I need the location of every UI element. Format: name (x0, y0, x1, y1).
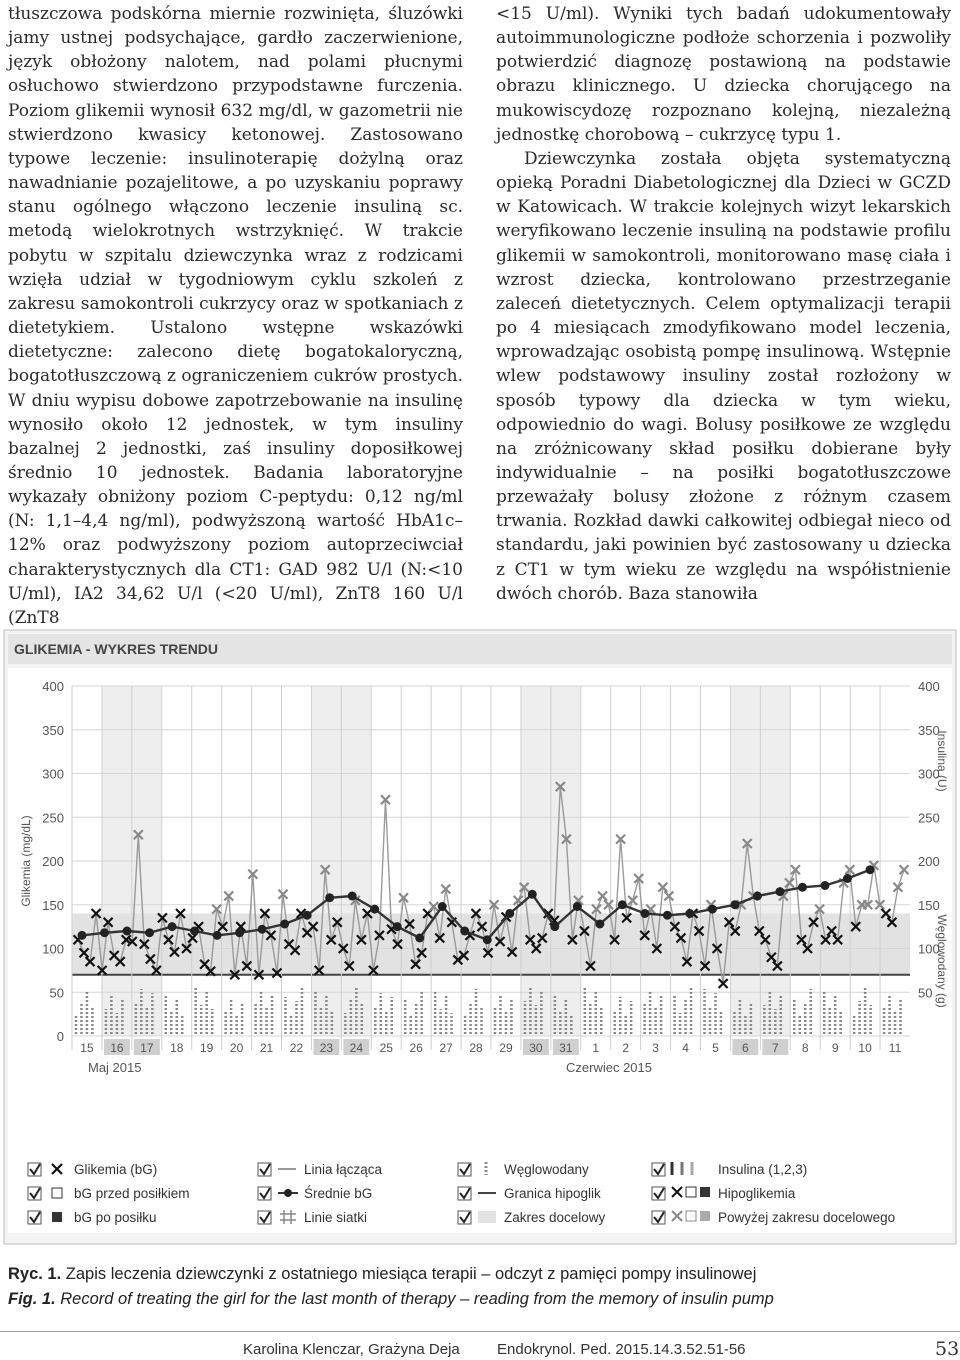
y-tick-label: 50 (49, 985, 64, 1001)
average-bg-point (213, 931, 222, 940)
y-right-tick-label: 150 (918, 897, 940, 913)
legend-label: bG przed posiłkiem (74, 1186, 190, 1201)
average-bg-point (820, 881, 829, 890)
hypo-filled-icon (700, 1187, 710, 1197)
caption-label: Fig. 1. (8, 1290, 56, 1308)
average-bg-point (843, 874, 852, 883)
article-paragraph: <15 U/ml). Wyniki tych badań udokumentowały autoimmunologiczne podłoże schorzenia i pozwoliły potwierdzić diagnozę postawioną na podstawie obrazu klinicznego. U dziecka chorującego na mukowiscydozę rozpoznano kolejną, niezależną jednostkę chorobową – cukrzycę typu 1. (496, 4, 951, 145)
x-tick-label: 24 (349, 1041, 364, 1055)
average-bg-point (505, 909, 514, 918)
average-bg-point (348, 892, 357, 901)
y-right-tick-label: 100 (918, 941, 940, 957)
legend-label: Powyżej zakresu docelowego (718, 1210, 896, 1225)
y-right-tick-label: 400 (918, 679, 940, 694)
x-tick-label: 1 (592, 1041, 600, 1055)
x-tick-label: 17 (140, 1041, 154, 1055)
glycemia-trend-figure (0, 626, 960, 1248)
average-bg-point (685, 909, 694, 918)
x-tick-label: 18 (170, 1041, 184, 1055)
average-bg-point (325, 893, 334, 902)
post-meal-icon (52, 1212, 62, 1222)
legend-label: Zakres docelowy (504, 1210, 606, 1225)
y-tick-label: 400 (42, 679, 64, 694)
x-tick-label: 21 (259, 1041, 274, 1055)
average-bg-point (258, 925, 267, 934)
average-bg-point (483, 935, 492, 944)
legend-label: Linie siatki (304, 1210, 368, 1225)
average-dot-icon (284, 1189, 292, 1197)
footer-journal: Endokrynol. Ped. 2015.14.3.52.51-56 (497, 1341, 746, 1358)
average-bg-point (640, 909, 649, 918)
y-tick-label: 200 (42, 854, 64, 869)
article-paragraph: Dziewczynka została objęta systematyczną opieką Poradni Diabetologicznej dla Dzieci w GCZD w Katowicach. W trakcie kolejnych wizyt lekarskich weryfikowano leczenie insuliną na podstawie profilu glikemii w samokontroli, monitorowano masę ciała i wzrost dziecka, kontrolowano przestrzeganie zaleceń dietetycznych. Celem optymalizacji terapii po 4 miesiącach zmodyfikowano model leczenia, wprowadzając osobistą pompę insulinową. Wstępnie wlew podstawowy insuliny został rozłożony w sposób typowy dla dziecka w tym wieku, odpowiednio do wagi. Bolusy posiłkowe ze względu na zróżnicowany skład posiłku dobierane były indywidualnie – na posiłki bogatotłuszczowe przeważały bolusy złożone z różnym czasem trwania. Rozkład dawki całkowitej odbiegał nieco od standardu, jaki powinien być zastosowany u dziecka z CT1 w tym wieku ze względu na współistnienie dwóch chorób. Baza stanowiła (496, 148, 951, 604)
legend-label: Granica hipoglik (504, 1186, 601, 1201)
average-bg-point (100, 928, 109, 937)
average-bg-point (798, 883, 807, 892)
caption-label: Ryc. 1. (8, 1265, 62, 1283)
average-bg-point (573, 902, 582, 911)
legend-label: Insulina (1,2,3) (718, 1162, 808, 1177)
x-tick-label: 2 (622, 1041, 630, 1055)
glycemia-trend-chart (0, 626, 960, 1248)
legend-label: bG po posiłku (74, 1210, 157, 1225)
average-bg-point (393, 922, 402, 931)
caption-text: Record of treating the girl for the last month of therapy – reading from the memory of insulin pump (60, 1290, 774, 1308)
y-tick-label: 150 (42, 897, 64, 913)
y-tick-label: 300 (42, 766, 64, 782)
average-bg-point (866, 865, 875, 874)
target-range-icon (478, 1211, 496, 1223)
figure-caption-en (8, 1290, 774, 1309)
x-tick-label: 16 (110, 1041, 124, 1055)
average-bg-point (280, 920, 289, 929)
x-tick-label: 29 (499, 1041, 513, 1055)
legend-label: Linia łącząca (304, 1162, 383, 1177)
y-right-tick-label: 300 (918, 766, 940, 782)
above-range-filled-icon (700, 1211, 710, 1221)
x-tick-label: 27 (439, 1041, 453, 1055)
x-tick-label: 10 (858, 1041, 872, 1055)
average-bg-point (145, 928, 154, 937)
article-paragraph: tłuszczowa podskórna miernie rozwinięta, śluzówki jamy ustnej podsychające, gardło zaczerwienione, język obłożony nalotem, nad polami płucnymi osłuchowo stwierdzono przypodstawne furczenia. Poziom glikemii wynosił 632 mg/dl, w gazometrii nie stwierdzono kwasicy ketonowej. Zastosowano typowe leczenie: insulinoterapię dożylną oraz nawadnianie pozajelitowe, a po uzyskaniu poprawy stanu ogólnego włączono leczenie insuliną sc. metodą wielokrotnych wstrzyknięć. W trakcie pobytu w szpitalu dziewczynka wraz z rodzicami wzięła udział w tygodniowym cyklu szkoleń z zakresu samokontroli cukrzycy oraz w spotkaniach z dietetykiem. Ustalono wstępne wskazówki dietetyczne: zalecono dietę bogatokaloryczną, bogatotłuszczową z ograniczeniem cukrów prostych. W dniu wypisu dobowe zapotrzebowanie na insulinę wynosiło około 12 jednostek, w tym insuliny bazalnej 2 jednostki, zaś insuliny doposiłkowej średnio 10 jednostek. Badania laboratoryjne wykazały obniżony poziom C-peptydu: 0,12 ng/ml (N: 1,1–4,4 ng/ml), podwyższoną wartość HbA1c– 12% oraz podwyższony poziom autoprzeciwciał charakterystycznych dla CT1: GAD 982 U/l (N:<10 U/ml), IA2 34,62 U/l (<20 U/ml), ZnT8 160 U/l (ZnT8 (8, 4, 463, 628)
average-bg-point (370, 905, 379, 914)
x-tick-label: 11 (888, 1041, 902, 1055)
month-label: Czerwiec 2015 (566, 1060, 652, 1075)
y-tick-label: 250 (42, 810, 64, 826)
x-tick-label: 8 (801, 1041, 809, 1055)
x-tick-label: 25 (379, 1041, 393, 1055)
average-bg-point (168, 922, 177, 931)
y-right-tick-label: 250 (918, 810, 940, 826)
x-tick-label: 30 (529, 1041, 543, 1055)
x-tick-label: 4 (682, 1041, 689, 1055)
average-bg-point (190, 927, 199, 936)
average-bg-point (595, 920, 604, 929)
figure-title: GLIKEMIA - WYKRES TRENDU (14, 641, 219, 657)
average-bg-point (550, 922, 559, 931)
x-tick-label: 26 (409, 1041, 423, 1055)
x-tick-label: 31 (559, 1041, 573, 1055)
month-label: Maj 2015 (88, 1060, 142, 1075)
y-right-tick-label: 50 (918, 985, 933, 1001)
article-left-column (8, 2, 463, 630)
x-tick-label: 28 (469, 1041, 483, 1055)
article-right-column (496, 2, 951, 606)
x-tick-label: 3 (652, 1041, 659, 1055)
average-bg-point (618, 900, 627, 909)
x-tick-label: 9 (831, 1041, 839, 1055)
y-tick-label: 100 (42, 941, 64, 957)
x-tick-label: 15 (80, 1041, 94, 1055)
hypo-box-icon (686, 1187, 696, 1197)
average-bg-point (415, 934, 424, 943)
above-range-box-icon (686, 1211, 696, 1221)
x-tick-label: 20 (229, 1041, 244, 1055)
y-right-axis-title: Insulina (U) (935, 730, 949, 792)
legend-label: Średnie bG (304, 1186, 373, 1201)
average-bg-point (708, 905, 717, 914)
x-tick-label: 6 (742, 1041, 749, 1055)
legend-label: Węglowodany (504, 1162, 589, 1177)
average-bg-point (730, 900, 739, 909)
average-bg-point (663, 911, 672, 920)
y-tick-label: 0 (56, 1029, 64, 1044)
y-right-axis-title: Węglowodany (g) (935, 914, 949, 1008)
x-tick-label: 22 (289, 1041, 304, 1055)
y-right-tick-label: 200 (918, 854, 940, 869)
legend-label: Hipoglikemia (718, 1186, 796, 1201)
page-number: 53 (935, 1338, 960, 1360)
average-bg-point (303, 911, 312, 920)
y-right-tick-label: 350 (918, 722, 940, 738)
average-bg-point (438, 902, 447, 911)
footer-authors: Karolina Klenczar, Grażyna Deja (243, 1341, 460, 1358)
footer-divider (0, 1331, 960, 1332)
x-tick-label: 7 (771, 1041, 779, 1055)
average-bg-point (528, 890, 537, 899)
average-bg-point (78, 931, 87, 940)
caption-text: Zapis leczenia dziewczynki z ostatniego miesiąca terapii – odczyt z pamięci pompy insulinowej (65, 1265, 757, 1283)
y-tick-label: 350 (42, 722, 64, 738)
figure-caption-pl (8, 1265, 756, 1284)
y-axis-title: Glikemia (mg/dL) (19, 815, 33, 907)
average-bg-point (775, 887, 784, 896)
average-bg-point (235, 928, 244, 937)
average-bg-point (460, 927, 469, 936)
legend-label: Glikemia (bG) (74, 1162, 158, 1177)
x-tick-label: 23 (319, 1041, 334, 1055)
pre-meal-icon (52, 1188, 62, 1198)
x-tick-label: 5 (712, 1041, 719, 1055)
average-bg-point (753, 892, 762, 901)
x-tick-label: 19 (199, 1041, 214, 1055)
average-bg-point (123, 927, 132, 936)
